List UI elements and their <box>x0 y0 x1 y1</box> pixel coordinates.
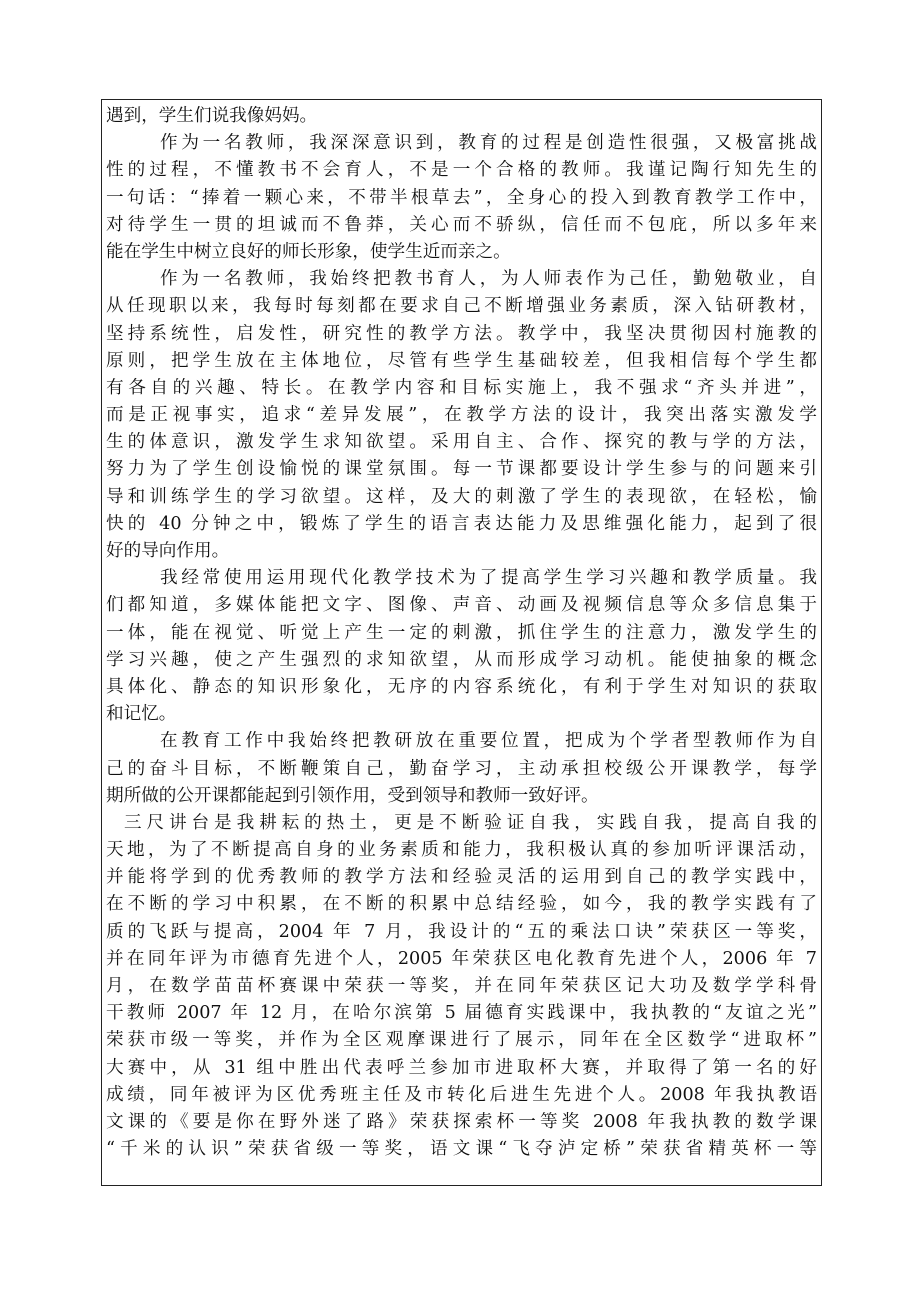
document-text-line: 成绩，同年被评为区优秀班主任及市转化后进生先进个人。2008 年我执教语 <box>106 1084 817 1105</box>
document-text-line: 作为一名教师，我始终把教书育人，为人师表作为己任，勤勉敬业，自 <box>160 269 817 290</box>
document-text-line: 坚持系统性，启发性，研究性的教学方法。教学中，我坚决贯彻因村施教的 <box>106 323 817 344</box>
document-text-line: 性的过程，不懂教书不会育人，不是一个合格的教师。我谨记陶行知先生的 <box>106 160 817 181</box>
document-text-line: 好的导向作用。 <box>106 541 230 561</box>
document-text-line: 有各自的兴趣、特长。在教学内容和目标实施上，我不强求“齐头并进”， <box>106 377 817 398</box>
document-text-line: 导和训练学生的学习欲望。这样，及大的刺激了学生的表现欲，在轻松，愉 <box>106 486 817 507</box>
document-text-line: 能在学生中树立良好的师长形象，使学生近而亲之。 <box>106 241 511 262</box>
document-text-line: 一体，能在视觉、听觉上产生一定的刺激，抓住学生的注意力，激发学生的 <box>106 622 817 643</box>
document-text-line: 具体化、静态的知识形象化，无序的内容系统化，有利于学生对知识的获取 <box>106 676 817 697</box>
document-text-line: 遇到，学生们说我像妈妈。 <box>106 106 318 126</box>
document-text-line: 期所做的公开课都能起到引领作用，受到领导和教师一致好评。 <box>106 785 599 806</box>
document-text-line: 荣获市级一等奖，并作为全区观摩课进行了展示，同年在全区数学“进取杯” <box>106 1030 817 1051</box>
document-text-line: 月，在数学苗苗杯赛课中荣获一等奖，并在同年荣获区记大功及数学学科骨 <box>106 976 817 996</box>
document-text-line: 从任现职以来，我每时每刻都在要求自己不断增强业务素质，深入钻研教材， <box>106 296 817 317</box>
document-text-line: 一句话：“捧着一颗心来，不带半根草去”，全身心的投入到教育教学工作中， <box>106 187 817 208</box>
document-text-line: 在教育工作中我始终把教研放在重要位置，把成为个学者型教师作为自 <box>160 731 817 752</box>
document-text-line: 和记忆。 <box>106 704 177 725</box>
document-text-line: “千米的认识”荣获省级一等奖，语文课“飞夺泸定桥”荣获省精英杯一等 <box>106 1139 817 1160</box>
document-text-line: 干教师 2007 年 12 月，在哈尔滨第 5 届德育实践课中，我执教的“友谊之光” <box>106 1003 817 1024</box>
document-text-line: 学习兴趣，使之产生强烈的求知欲望，从而形成学习动机。能使抽象的概念 <box>106 649 817 670</box>
document-text-line: 生的体意识，激发学生求知欲望。采用自主、合作、探究的教与学的方法， <box>106 432 817 453</box>
document-text-line: 质的飞跃与提高，2004 年 7 月，我设计的“五的乘法口诀”荣获区一等奖， <box>106 921 817 942</box>
document-text-line: 己的奋斗目标，不断鞭策自己，勤奋学习，主动承担校级公开课教学，每学 <box>106 758 817 779</box>
document-text-line: 我经常使用运用现代化教学技术为了提高学生学习兴趣和教学质量。我 <box>160 568 817 589</box>
document-text-line: 并在同年评为市德育先进个人，2005 年荣获区电化教育先进个人，2006 年 7 <box>106 948 817 969</box>
document-text-line: 快的 40 分钟之中，锻炼了学生的语言表达能力及思维强化能力，起到了很 <box>106 513 817 534</box>
document-text-line: 三尺讲台是我耕耘的热土，更是不断验证自我，实践自我，提高自我的 <box>124 812 817 833</box>
document-text-line: 并能将学到的优秀教师的教学方法和经验灵活的运用到自己的教学实践中， <box>106 867 817 888</box>
document-text-line: 对待学生一贯的坦诚而不鲁莽，关心而不骄纵，信任而不包庇，所以多年来 <box>106 214 817 235</box>
document-text-line: 文课的《要是你在野外迷了路》荣获探索杯一等奖 2008 年我执教的数学课 <box>106 1111 817 1132</box>
document-text-line: 努力为了学生创设愉悦的课堂氛围。每一节课都要设计学生参与的问题来引 <box>106 459 817 480</box>
document-text-line: 作为一名教师，我深深意识到，教育的过程是创造性很强，又极富挑战 <box>160 133 817 154</box>
document-text-line: 原则，把学生放在主体地位，尽管有些学生基础较差，但我相信每个学生都 <box>106 350 817 371</box>
document-text-line: 在不断的学习中积累，在不断的积累中总结经验，如今，我的教学实践有了 <box>106 894 817 915</box>
document-text-line: 而是正视事实，追求“差异发展”，在教学方法的设计，我突出落实激发学 <box>106 405 817 426</box>
document-frame <box>101 99 822 1186</box>
document-text-line: 们都知道，多媒体能把文字、图像、声音、动画及视频信息等众多信息集于 <box>106 595 817 616</box>
document-text-line: 大赛中，从 31 组中胜出代表呼兰参加市进取杯大赛，并取得了第一名的好 <box>106 1057 817 1078</box>
document-text-line: 天地，为了不断提高自身的业务素质和能力，我积极认真的参加听评课活动， <box>106 840 817 861</box>
